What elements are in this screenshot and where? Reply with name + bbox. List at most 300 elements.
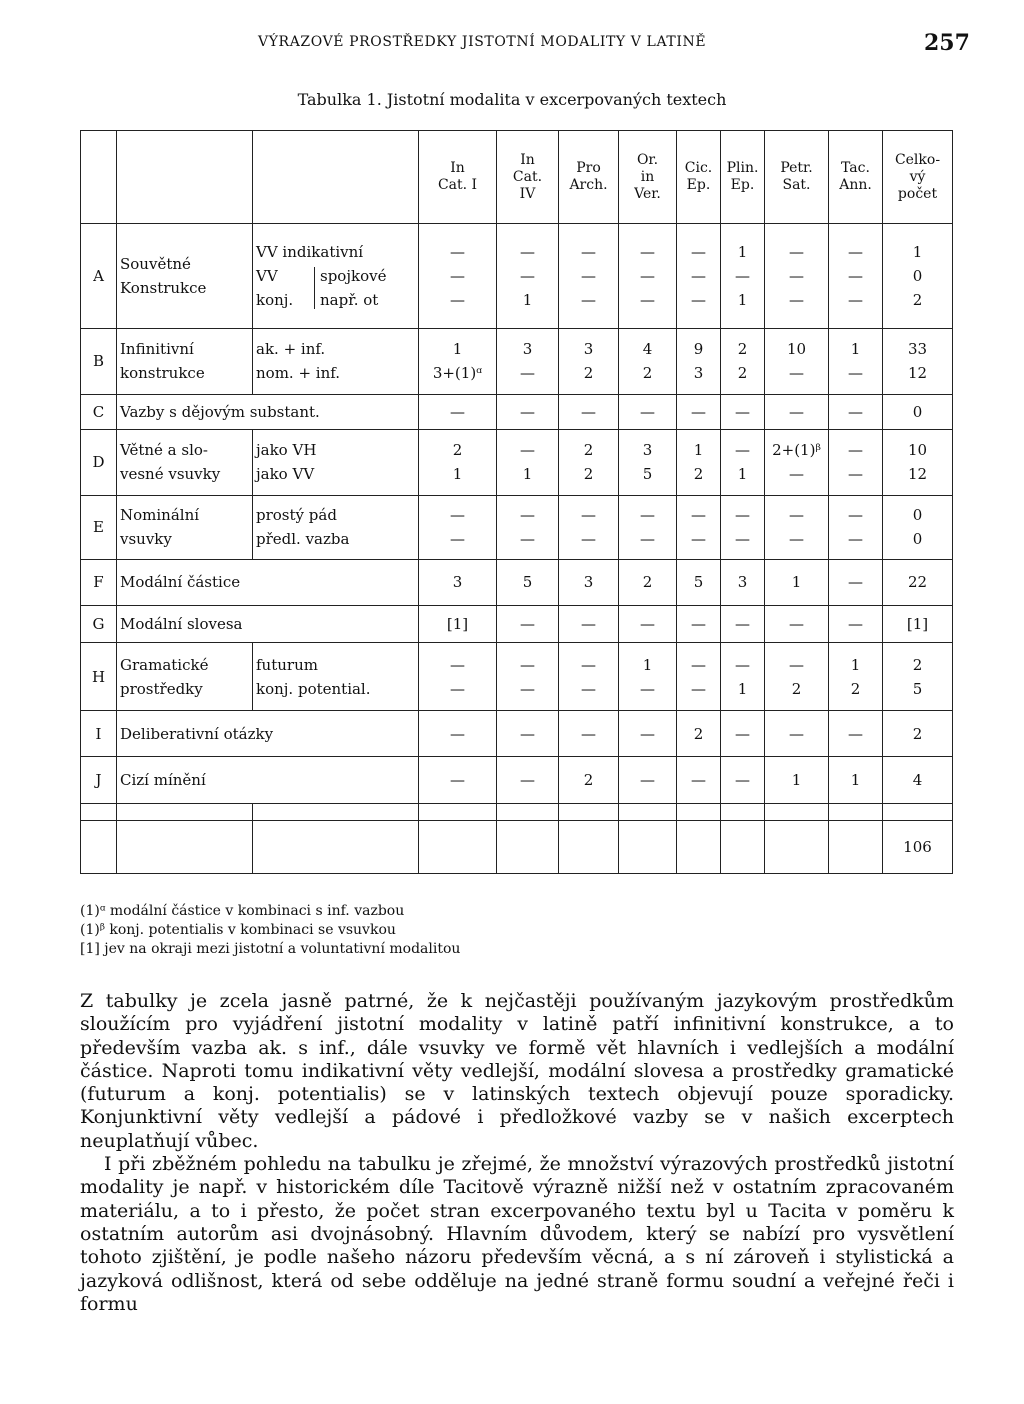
cell-value: —: [848, 573, 863, 592]
cell-value: —: [789, 291, 804, 310]
value-cell: [559, 224, 619, 328]
cell-value: —: [735, 724, 750, 743]
cell-value: —: [450, 506, 465, 525]
value-cell: [559, 328, 619, 394]
empty-cell: [765, 821, 829, 874]
row-label-line: vesné vsuvky: [120, 465, 221, 484]
cell-value: —: [848, 267, 863, 286]
cell-value: 1: [522, 291, 533, 310]
cell-value: 0: [912, 402, 923, 421]
cell-value: —: [520, 614, 535, 633]
empty-cell: [721, 803, 765, 821]
cell-value: —: [848, 243, 863, 262]
cell-value: 3+(1)ᵅ: [432, 364, 483, 383]
value-cell: [559, 394, 619, 429]
value-cell: [829, 224, 883, 328]
cell-value: —: [640, 724, 655, 743]
cell-value: 3: [522, 340, 533, 359]
column-header-line: Celko-: [894, 151, 941, 168]
row-sublabel: předl. vazba: [256, 530, 350, 549]
column-header: [883, 131, 953, 224]
table-caption: Tabulka 1. Jistotní modalita v excerpovaných textech: [297, 90, 727, 109]
cell-value: —: [691, 770, 706, 789]
cell-value: —: [520, 655, 535, 674]
column-header-line: Or.: [636, 151, 659, 168]
value-cell: [721, 559, 765, 605]
cell-value: 5: [693, 573, 704, 592]
cell-value: —: [581, 724, 596, 743]
column-header-line: Petr.: [780, 160, 813, 177]
row-label-line: Nominální: [120, 506, 200, 525]
row-label-line: vsuvky: [120, 530, 172, 549]
table-row: [81, 643, 953, 711]
cell-value: —: [450, 770, 465, 789]
empty-cell: [253, 803, 419, 821]
value-cell: [419, 643, 497, 711]
cell-value: —: [789, 267, 804, 286]
value-cell: [829, 711, 883, 757]
value-cell: [619, 643, 677, 711]
empty-cell: [253, 821, 419, 874]
cell-value: —: [640, 402, 655, 421]
value-cell: [883, 711, 953, 757]
value-cell: [829, 643, 883, 711]
column-header-line: Ver.: [634, 185, 661, 202]
cell-value: —: [848, 530, 863, 549]
empty-cell: [117, 803, 253, 821]
value-cell: [619, 328, 677, 394]
cell-value: 2: [583, 465, 594, 484]
cell-value: —: [520, 679, 535, 698]
row-letter: I: [81, 711, 117, 757]
cell-value: —: [789, 530, 804, 549]
column-header-line: Plin.: [726, 160, 759, 177]
row-label: [117, 495, 253, 559]
row-letter: F: [81, 559, 117, 605]
cell-value: —: [735, 441, 750, 460]
cell-value: 2+(1)ᵝ: [772, 441, 821, 460]
value-cell: [829, 394, 883, 429]
row-label: [117, 224, 253, 328]
cell-value: 3: [693, 364, 704, 383]
cell-value: —: [691, 655, 706, 674]
cell-value: —: [450, 267, 465, 286]
cell-value: 2: [693, 724, 704, 743]
cell-value: 3: [583, 573, 594, 592]
empty-cell: [497, 821, 559, 874]
value-cell: [721, 711, 765, 757]
table-row: [81, 224, 953, 328]
cell-value: —: [640, 291, 655, 310]
cell-value: —: [691, 243, 706, 262]
cell-value: —: [581, 267, 596, 286]
cell-value: —: [735, 770, 750, 789]
value-cell: [883, 643, 953, 711]
value-cell: [559, 559, 619, 605]
row-sublabel: jako VH: [256, 441, 317, 460]
header-category-cell: [117, 131, 253, 224]
cell-value: —: [581, 402, 596, 421]
row-sublabels: [253, 643, 419, 711]
body-paragraph: I při zběžném pohledu na tabulku je zřejmé, že množství výrazových prostředků jistotní modality je např. v historickém díle Tacitově výrazně nižší než v ostatním zpracovaném materiálu, a to i přesto, že počet stran excerpovaného textu byl u Tacita v poměru k ostatním autorům asi dvojnásobný. Hlavním důvodem, který se nabízí pro vysvětlení tohoto zjištění, je podle našeho názoru především věcná, a s ní zároveň i stylistická a jazyková odlišnost, která od sebe odděluje na jedné straně formu soudní a veřejné řeči i formu: [80, 1153, 954, 1315]
value-cell: [677, 559, 721, 605]
value-cell: [497, 224, 559, 328]
cell-value: —: [789, 506, 804, 525]
value-cell: [419, 224, 497, 328]
cell-value: —: [691, 530, 706, 549]
row-sublabel: futurum: [256, 655, 318, 674]
value-cell: [829, 605, 883, 642]
empty-cell: [829, 803, 883, 821]
cell-value: 10: [907, 441, 928, 460]
value-cell: [419, 394, 497, 429]
cell-value: 2: [850, 679, 861, 698]
value-cell: [497, 711, 559, 757]
value-cell: [497, 429, 559, 495]
cell-value: —: [848, 506, 863, 525]
row-sublabel: nom. + inf.: [256, 364, 341, 383]
cell-value: —: [581, 614, 596, 633]
value-cell: [765, 711, 829, 757]
column-header-line: vý: [909, 168, 926, 185]
cell-value: [1]: [446, 614, 469, 633]
cell-value: 1: [452, 465, 463, 484]
table-row: [81, 711, 953, 757]
value-cell: [765, 605, 829, 642]
table-row: [81, 605, 953, 642]
value-cell: [883, 224, 953, 328]
cell-value: 5: [912, 679, 923, 698]
cell-value: 1: [850, 340, 861, 359]
value-cell: [419, 559, 497, 605]
row-letter: G: [81, 605, 117, 642]
row-label-line: Infinitivní: [120, 340, 194, 359]
cell-value: 1: [737, 679, 748, 698]
cell-value: 2: [737, 340, 748, 359]
value-cell: [765, 643, 829, 711]
value-cell: [883, 559, 953, 605]
value-cell: [765, 495, 829, 559]
cell-value: —: [520, 770, 535, 789]
cell-value: 12: [907, 465, 928, 484]
cell-value: —: [789, 465, 804, 484]
cell-value: —: [691, 291, 706, 310]
column-header-line: Pro: [576, 160, 601, 177]
cell-value: —: [640, 614, 655, 633]
cell-value: —: [735, 614, 750, 633]
column-header-line: Cat. I: [437, 177, 478, 194]
value-cell: [721, 394, 765, 429]
value-cell: [619, 429, 677, 495]
cell-value: 1: [452, 340, 463, 359]
cell-value: —: [640, 770, 655, 789]
cell-value: —: [450, 679, 465, 698]
cell-value: 10: [786, 340, 807, 359]
value-cell: [883, 429, 953, 495]
table-row: [81, 328, 953, 394]
value-cell: [883, 495, 953, 559]
value-cell: [559, 757, 619, 803]
cell-value: 1: [737, 465, 748, 484]
value-cell: [419, 757, 497, 803]
row-sublabels: [253, 224, 419, 328]
column-header-line: Tac.: [841, 160, 870, 177]
value-cell: [677, 757, 721, 803]
cell-value: —: [789, 243, 804, 262]
row-letter: J: [81, 757, 117, 803]
row-sublabels: [253, 495, 419, 559]
column-header-line: Ann.: [839, 177, 872, 194]
empty-cell: [677, 803, 721, 821]
column-header-line: Ep.: [686, 177, 711, 194]
page-number: 257: [924, 30, 970, 56]
cell-value: 1: [912, 243, 923, 262]
cell-value: —: [520, 267, 535, 286]
cell-value: 1: [522, 465, 533, 484]
row-sublabel: VV: [256, 267, 278, 286]
value-cell: [883, 757, 953, 803]
cell-value: —: [450, 402, 465, 421]
split-sublabel: [256, 267, 415, 309]
column-header: [829, 131, 883, 224]
value-cell: [559, 711, 619, 757]
table-footnotes: [80, 902, 460, 959]
value-cell: [419, 328, 497, 394]
column-header-line: počet: [897, 185, 938, 202]
value-cell: [619, 757, 677, 803]
cell-value: —: [789, 614, 804, 633]
cell-value: 2: [791, 679, 802, 698]
value-cell: [721, 757, 765, 803]
value-cell: [721, 605, 765, 642]
value-cell: [619, 559, 677, 605]
row-label: Deliberativní otázky: [117, 711, 419, 757]
cell-value: —: [520, 441, 535, 460]
value-cell: [497, 559, 559, 605]
cell-value: —: [691, 267, 706, 286]
value-cell: [883, 605, 953, 642]
table-row: [81, 394, 953, 429]
empty-cell: [677, 821, 721, 874]
cell-value: —: [581, 530, 596, 549]
column-header: [619, 131, 677, 224]
empty-cell: [81, 821, 117, 874]
cell-value: 2: [583, 770, 594, 789]
column-header-line: in: [640, 168, 655, 185]
row-label-line: Souvětné: [120, 255, 191, 274]
row-label-line: prostředky: [120, 679, 203, 698]
empty-cell: [765, 803, 829, 821]
row-sublabels: [253, 429, 419, 495]
cell-value: —: [520, 724, 535, 743]
value-cell: [419, 495, 497, 559]
cell-value: —: [789, 364, 804, 383]
value-cell: [677, 394, 721, 429]
value-cell: [419, 605, 497, 642]
column-header: [765, 131, 829, 224]
column-header: [721, 131, 765, 224]
empty-cell: [559, 821, 619, 874]
column-header-line: Arch.: [569, 177, 608, 194]
empty-cell: [81, 803, 117, 821]
row-sublabel: ak. + inf.: [256, 340, 326, 359]
value-cell: [619, 711, 677, 757]
row-sublabel: konj.: [256, 291, 294, 310]
column-header: [419, 131, 497, 224]
value-cell: [883, 394, 953, 429]
row-sublabel: VV indikativní: [256, 243, 364, 262]
cell-value: 3: [737, 573, 748, 592]
value-cell: [765, 224, 829, 328]
cell-value: 33: [907, 340, 928, 359]
table-header-row: [81, 131, 953, 224]
value-cell: [721, 328, 765, 394]
column-header-line: Sat.: [782, 177, 811, 194]
value-cell: [619, 224, 677, 328]
modality-table: [80, 130, 953, 874]
cell-value: [1]: [906, 614, 929, 633]
row-label: [117, 328, 253, 394]
value-cell: [677, 328, 721, 394]
cell-value: —: [581, 655, 596, 674]
cell-value: 2: [912, 655, 923, 674]
cell-value: —: [735, 530, 750, 549]
cell-value: —: [450, 243, 465, 262]
cell-value: 2: [642, 573, 653, 592]
row-sublabel: konj. potential.: [256, 679, 371, 698]
value-cell: [497, 328, 559, 394]
cell-value: —: [450, 724, 465, 743]
value-cell: [677, 224, 721, 328]
cell-value: —: [520, 364, 535, 383]
cell-value: 4: [912, 770, 923, 789]
value-cell: [883, 328, 953, 394]
cell-value: 2: [583, 364, 594, 383]
value-cell: [419, 711, 497, 757]
cell-value: —: [640, 506, 655, 525]
cell-value: 2: [912, 724, 923, 743]
header-subcategory-cell: [253, 131, 419, 224]
cell-value: 0: [912, 506, 923, 525]
value-cell: [829, 495, 883, 559]
value-cell: [721, 224, 765, 328]
row-label-line: Větné a slo-: [120, 441, 208, 460]
running-head: VÝRAZOVÉ PROSTŘEDKY JISTOTNÍ MODALITY V LATINĚ: [258, 34, 707, 50]
row-sublabels: [253, 328, 419, 394]
value-cell: [721, 429, 765, 495]
cell-value: 3: [452, 573, 463, 592]
cell-value: —: [789, 655, 804, 674]
cell-value: —: [520, 530, 535, 549]
value-cell: [619, 605, 677, 642]
row-letter: E: [81, 495, 117, 559]
table-total-row: [81, 821, 953, 874]
row-sublabel: prostý pád: [256, 506, 337, 525]
cell-value: 1: [791, 573, 802, 592]
cell-value: 1: [850, 655, 861, 674]
cell-value: 2: [912, 291, 923, 310]
cell-value: —: [640, 243, 655, 262]
cell-value: —: [520, 402, 535, 421]
cell-value: 0: [912, 530, 923, 549]
value-cell: [721, 495, 765, 559]
cell-value: 2: [452, 441, 463, 460]
table-spacer-row: [81, 803, 953, 821]
empty-cell: [619, 821, 677, 874]
cell-value: —: [581, 243, 596, 262]
value-cell: [677, 605, 721, 642]
column-header-line: Cic.: [684, 160, 713, 177]
cell-value: —: [848, 614, 863, 633]
cell-value: —: [581, 506, 596, 525]
column-header: [497, 131, 559, 224]
value-cell: [497, 495, 559, 559]
row-letter: C: [81, 394, 117, 429]
cell-value: —: [789, 724, 804, 743]
cell-value: 4: [642, 340, 653, 359]
row-letter: A: [81, 224, 117, 328]
cell-value: 2: [737, 364, 748, 383]
row-label: [117, 429, 253, 495]
footnote: [1] jev na okraji mezi jistotní a voluntativní modalitou: [80, 941, 461, 957]
row-sublabel: jako VV: [256, 465, 315, 484]
value-cell: [721, 643, 765, 711]
table-row: [81, 429, 953, 495]
row-letter: H: [81, 643, 117, 711]
cell-value: —: [581, 291, 596, 310]
empty-cell: [619, 803, 677, 821]
cell-value: 5: [642, 465, 653, 484]
value-cell: [829, 328, 883, 394]
cell-value: —: [691, 402, 706, 421]
row-label-line: Konstrukce: [120, 279, 207, 298]
value-cell: [559, 495, 619, 559]
cell-value: —: [848, 402, 863, 421]
cell-value: —: [735, 655, 750, 674]
value-cell: [497, 757, 559, 803]
value-cell: [765, 429, 829, 495]
cell-value: —: [691, 506, 706, 525]
empty-cell: [497, 803, 559, 821]
body-text: [80, 990, 954, 1316]
table-row: [81, 757, 953, 803]
cell-value: 22: [907, 573, 928, 592]
cell-value: 0: [912, 267, 923, 286]
cell-value: —: [691, 679, 706, 698]
row-label-line: Gramatické: [120, 655, 209, 674]
column-header: [677, 131, 721, 224]
empty-cell: [559, 803, 619, 821]
value-cell: [559, 643, 619, 711]
value-cell: [765, 559, 829, 605]
value-cell: [619, 394, 677, 429]
column-header: [559, 131, 619, 224]
value-cell: [559, 605, 619, 642]
column-header-line: In: [450, 160, 465, 177]
value-cell: [497, 643, 559, 711]
table-row: [81, 495, 953, 559]
cell-value: 1: [791, 770, 802, 789]
grand-total: 106: [883, 821, 953, 874]
row-letter: B: [81, 328, 117, 394]
column-header-line: IV: [519, 185, 536, 202]
row-sublabel: např. ot: [320, 291, 379, 310]
empty-cell: [883, 803, 953, 821]
cell-value: 2: [642, 364, 653, 383]
cell-value: —: [789, 402, 804, 421]
cell-value: 2: [693, 465, 704, 484]
cell-value: 1: [737, 291, 748, 310]
